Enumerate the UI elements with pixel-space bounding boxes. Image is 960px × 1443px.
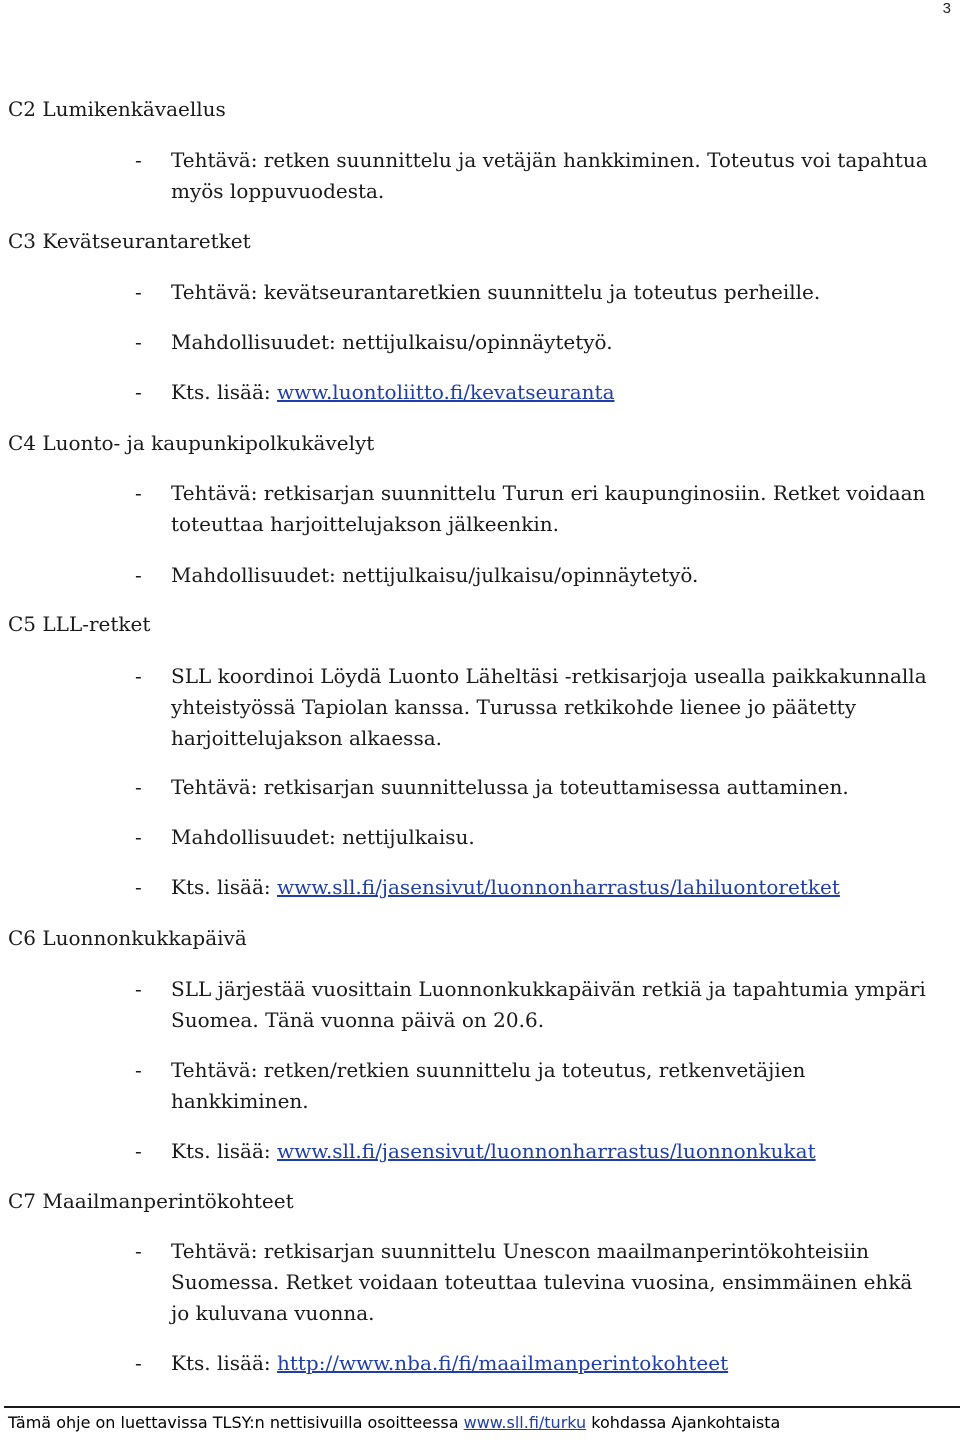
bullet-dash: -: [135, 148, 142, 172]
bullet-dash: -: [135, 875, 142, 899]
list-item: [135, 1136, 935, 1167]
bullet-dash: -: [135, 775, 142, 799]
list-item: [135, 974, 935, 1036]
section-heading-c5: C5 LLL-retket: [8, 612, 151, 636]
bullet-dash: -: [135, 380, 142, 404]
item-text: Mahdollisuudet: nettijulkaisu.: [171, 825, 475, 849]
item-text: [171, 1348, 935, 1379]
bullet-dash: -: [135, 330, 142, 354]
item-text: Tehtävä: retkisarjan suunnittelu Unescon maailmanperintökohteisiin Suomessa. Retket voidaan toteuttaa tulevina vuosina, ensimmäinen ehkä jo kuluvana vuonna.: [171, 1239, 913, 1325]
bullet-dash: -: [135, 1058, 142, 1082]
link-prefix: Kts. lisää:: [171, 1139, 277, 1163]
bullet-dash: -: [135, 825, 142, 849]
footer-turku-link[interactable]: www.sll.fi/turku: [463, 1413, 587, 1432]
section-heading-c2: C2 Lumikenkävaellus: [8, 97, 226, 121]
item-text: [171, 1136, 935, 1167]
link-prefix: Kts. lisää:: [171, 875, 277, 899]
link-prefix: Kts. lisää:: [171, 1351, 277, 1375]
maailmanperintokohteet-link[interactable]: http://www.nba.fi/fi/maailmanperintokohteet: [276, 1351, 729, 1375]
item-text: [171, 872, 935, 903]
bullet-dash: -: [135, 977, 142, 1001]
footer-text-after: kohdassa Ajankohtaista: [586, 1413, 781, 1432]
bullet-dash: -: [135, 1351, 142, 1375]
list-item: [135, 1055, 935, 1117]
list-item: [135, 145, 935, 207]
section-heading-c7: C7 Maailmanperintökohteet: [8, 1189, 294, 1213]
footer-text-before: Tämä ohje on luettavissa TLSY:n nettisivuilla osoitteessa: [8, 1413, 464, 1432]
item-text: Mahdollisuudet: nettijulkaisu/opinnäytetyö.: [171, 330, 613, 354]
bullet-dash: -: [135, 481, 142, 505]
item-text: Tehtävä: kevätseurantaretkien suunnittelu ja toteutus perheille.: [171, 280, 821, 304]
list-item: [135, 772, 935, 803]
bullet-dash: -: [135, 280, 142, 304]
footer-divider: [4, 1406, 960, 1408]
luonnonkukat-link[interactable]: www.sll.fi/jasensivut/luonnonharrastus/luonnonkukat: [276, 1139, 816, 1163]
item-text: SLL järjestää vuosittain Luonnonkukkapäivän retkiä ja tapahtumia ympäri Suomea. Tänä vuonna päivä on 20.6.: [171, 977, 926, 1032]
list-item: [135, 1236, 935, 1329]
item-text: SLL koordinoi Löydä Luonto Läheltäsi -retkisarjoja usealla paikkakunnalla yhteistyössä Tapiolan kanssa. Turussa retkikohde lienee jo päätetty harjoittelujakson alkaessa.: [171, 664, 927, 750]
bullet-dash: -: [135, 664, 142, 688]
item-text: Tehtävä: retken suunnittelu ja vetäjän hankkiminen. Toteutus voi tapahtua myös loppuvuodesta.: [171, 148, 928, 203]
bullet-dash: -: [135, 1139, 142, 1163]
item-text: [171, 377, 935, 408]
item-text: Mahdollisuudet: nettijulkaisu/julkaisu/opinnäytetyö.: [171, 563, 699, 587]
list-item: [135, 822, 935, 853]
list-item: [135, 327, 935, 358]
list-item: [135, 872, 935, 903]
list-item: [135, 560, 935, 591]
bullet-dash: -: [135, 1239, 142, 1263]
item-text: Tehtävä: retken/retkien suunnittelu ja toteutus, retkenvetäjien hankkiminen.: [171, 1058, 806, 1113]
lahiluontoretket-link[interactable]: www.sll.fi/jasensivut/luonnonharrastus/lahiluontoretket: [276, 875, 840, 899]
section-heading-c4: C4 Luonto- ja kaupunkipolkukävelyt: [8, 431, 375, 455]
section-heading-c3: C3 Kevätseurantaretket: [8, 229, 251, 253]
section-heading-c6: C6 Luonnonkukkapäivä: [8, 926, 247, 950]
link-prefix: Kts. lisää:: [171, 380, 277, 404]
list-item: [135, 478, 935, 540]
list-item: [135, 661, 935, 754]
footer: [8, 1411, 780, 1435]
list-item: [135, 1348, 935, 1379]
item-text: Tehtävä: retkisarjan suunnittelussa ja toteuttamisessa auttaminen.: [171, 775, 849, 799]
list-item: [135, 277, 935, 308]
bullet-dash: -: [135, 563, 142, 587]
item-text: Tehtävä: retkisarjan suunnittelu Turun eri kaupunginosiin. Retket voidaan toteuttaa harjoittelujakson jälkeenkin.: [171, 481, 926, 536]
kevatseuranta-link[interactable]: www.luontoliitto.fi/kevatseuranta: [276, 380, 615, 404]
list-item: [135, 377, 935, 408]
page-number: 3: [942, 0, 951, 17]
